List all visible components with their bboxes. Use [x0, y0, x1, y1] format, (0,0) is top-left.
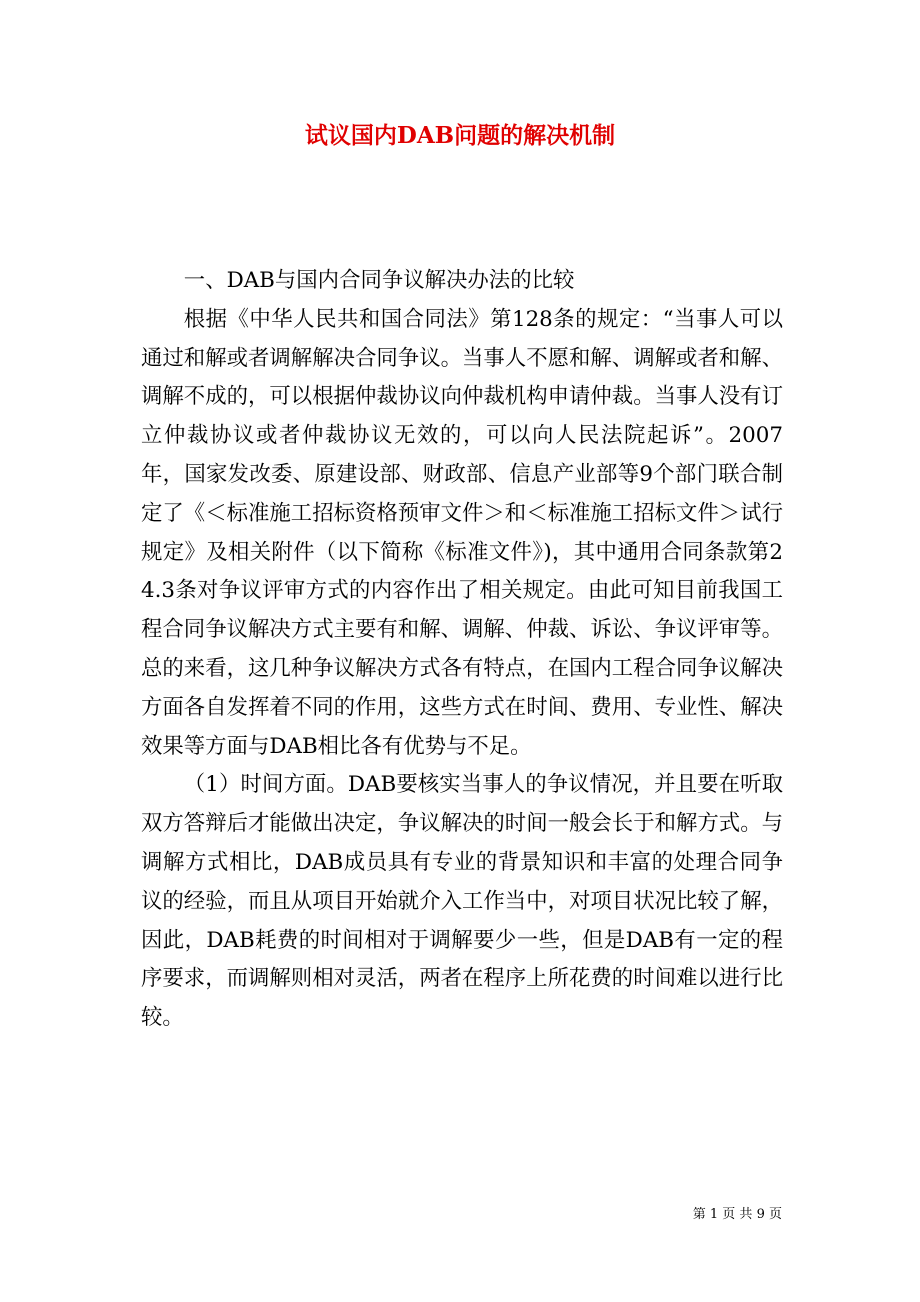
document-title: 试议国内DAB问题的解决机制 — [304, 122, 616, 149]
section-heading: 一、DAB与国内合同争议解决办法的比较 — [183, 268, 575, 293]
document-body — [141, 262, 783, 1038]
footer-total-pages: 9 — [756, 1207, 765, 1222]
footer-prefix: 第 — [692, 1207, 706, 1222]
body-paragraph: 根据《中华人民共和国合同法》第128条的规定：“当事人可以通过和解或者调解解决合同争议。当事人不愿和解、调解或者和解、调解不成的，可以根据仲裁协议向仲裁机构申请仲裁。当事人没有订立仲裁协议或者仲裁协议无效的，可以向人民法院起诉”。2007年，国家发改委、原建设部、财政部、信息产业部等9个部门联合制定了《＜标准施工招标资格预审文件＞和＜标准施工招标文件＞试行规定》及相关附件（以下简称《标准文件》)，其中通用合同条款第24.3条对争议评审方式的内容作出了相关规定。由此可知目前我国工程合同争议解决方式主要有和解、调解、仲裁、诉讼、争议评审等。总的来看，这几种争议解决方式各有特点，在国内工程合同争议解决方面各自发挥着不同的作用，这些方式在时间、费用、专业性、解决效果等方面与DAB相比各有优势与不足。 — [141, 306, 783, 759]
footer-page-number: 1 — [709, 1207, 719, 1222]
page-footer — [600, 1205, 782, 1225]
footer-middle: 页 共 — [722, 1207, 753, 1222]
body-paragraph: （1）时间方面。DAB要核实当事人的争议情况，并且要在听取双方答辩后才能做出决定，争议解决的时间一般会长于和解方式。与调解方式相比，DAB成员具有专业的背景知识和丰富的处理合同争议的经验，而且从项目开始就介入工作当中，对项目状况比较了解，因此，DAB耗费的时间相对于调解要少一些，但是DAB有一定的程序要求，而调解则相对灵活，两者在程序上所花费的时间难以进行比较。 — [141, 772, 783, 1031]
footer-suffix: 页 — [768, 1207, 782, 1222]
